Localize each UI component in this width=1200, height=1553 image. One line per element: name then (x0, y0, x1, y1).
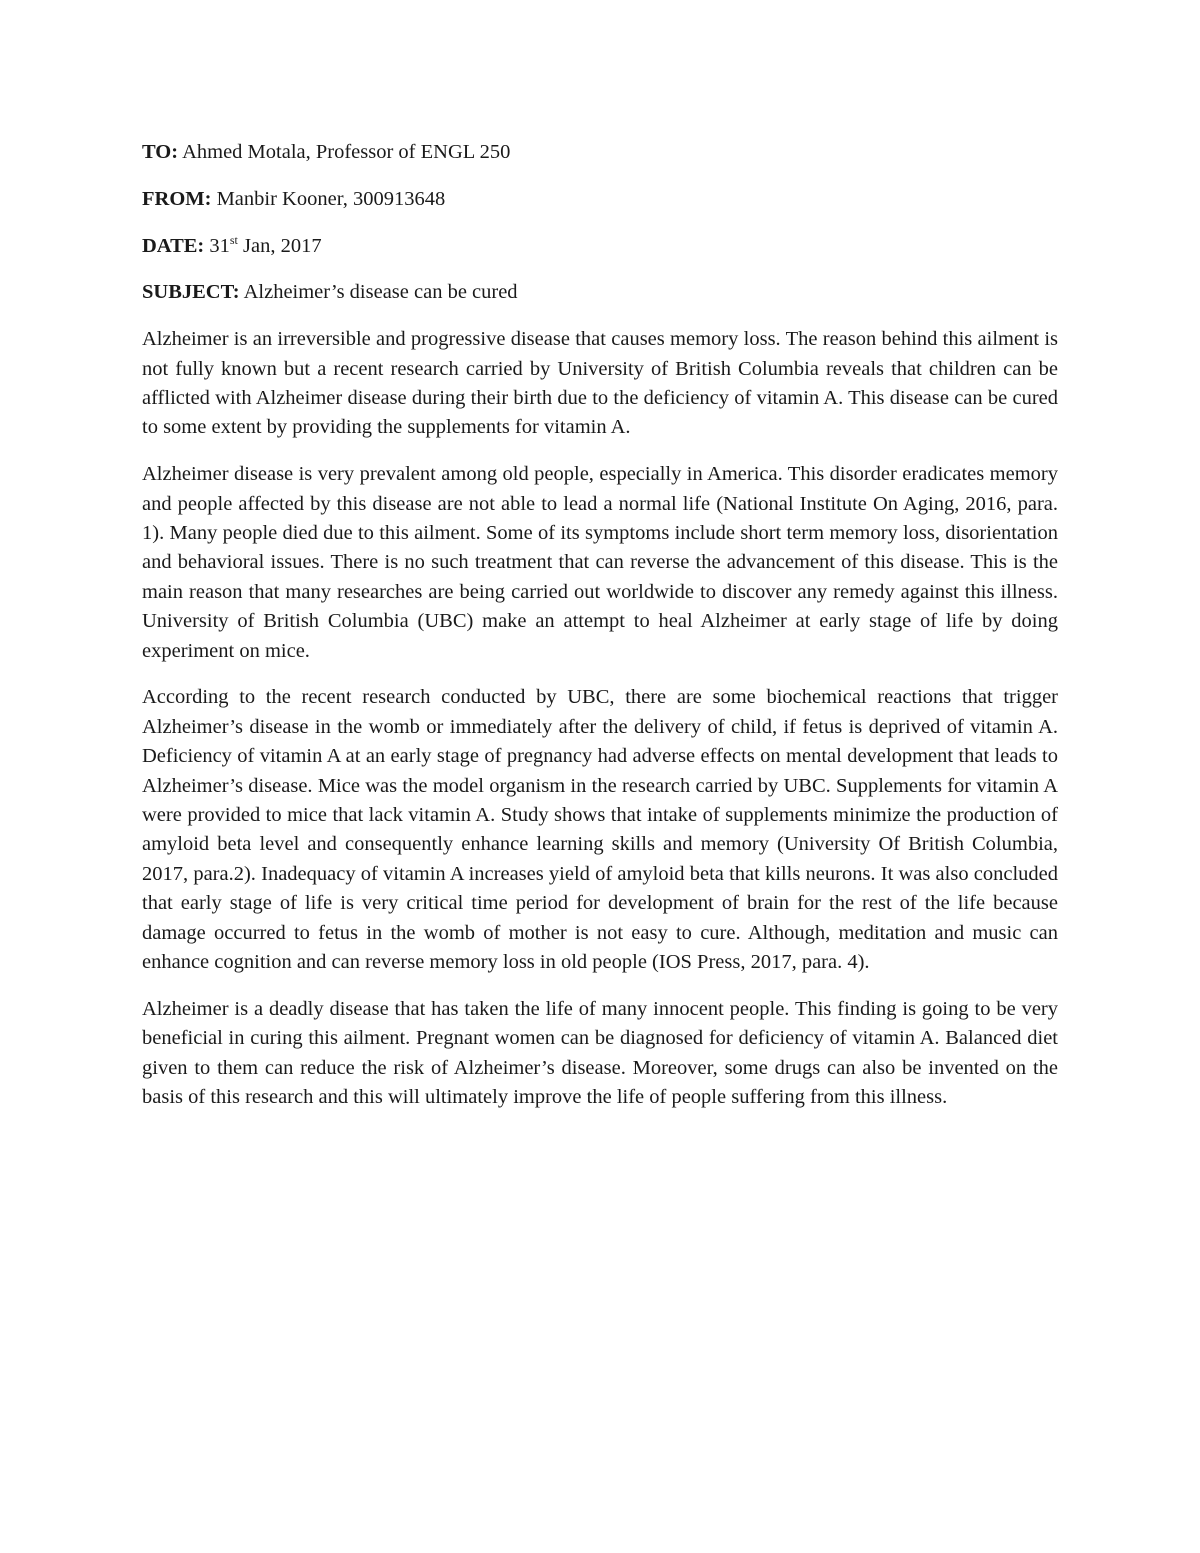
body-paragraph-1: Alzheimer is an irreversible and progressive disease that causes memory loss. The reason behind this ailment is not fully known but a recent research carried by University of British Columbia reveals that children can be afflicted with Alzheimer disease during their birth due to the deficiency of vitamin A. This disease can be cured to some extent by providing the supplements for vitamin A. (142, 328, 1058, 439)
memo-date-day: 31 (209, 234, 230, 257)
memo-to-label: TO: (142, 141, 179, 163)
memo-from-line (142, 185, 1058, 214)
memo-subject-line (142, 278, 1058, 307)
memo-subject-label: SUBJECT: (142, 281, 240, 304)
body-paragraph-4: Alzheimer is a deadly disease that has taken the life of many innocent people. This finding is going to be very beneficial in curing this ailment. Pregnant women can be diagnosed for deficiency of vitamin A. Balanced diet given to them can reduce the risk of Alzheimer’s disease. Moreover, some drugs can also be invented on the basis of this research and this will ultimately improve the life of people suffering from this illness. (142, 997, 1058, 1109)
memo-from-label: FROM: (142, 187, 212, 210)
memo-content (142, 138, 1058, 1130)
memo-subject-value: Alzheimer’s disease can be cured (243, 281, 518, 304)
memo-date-line (142, 232, 1058, 261)
body-paragraph-3: According to the recent research conducted by UBC, there are some biochemical reactions that trigger Alzheimer’s disease in the womb or immediately after the delivery of child, if fetus is deprived of vitamin A. Deficiency of vitamin A at an early stage of pregnancy had adverse effects on mental development that leads to Alzheimer’s disease. Mice was the model organism in the research carried by UBC. Supplements for vitamin A were provided to mice that lack vitamin A. Study shows that intake of supplements minimize the production of amyloid beta level and consequently enhance learning skills and memory (University Of British Columbia, 2017, para.2). Inadequacy of vitamin A increases yield of amyloid beta that kills neurons. It was also concluded that early stage of life is very critical time period for development of brain for the rest of the life because damage occurred to fetus in the womb of mother is not easy to cure. Although, meditation and music can enhance cognition and can reverse memory loss in old people (IOS Press, 2017, para. 4). (142, 686, 1058, 974)
memo-date-rest: Jan, 2017 (243, 234, 322, 257)
memo-date-suffix: st (229, 232, 238, 247)
memo-to-value: Ahmed Motala, Professor of ENGL 250 (182, 141, 511, 163)
memo-date-label: DATE: (142, 234, 205, 257)
memo-from-value: Manbir Kooner, 300913648 (216, 187, 446, 210)
memo-to-line (142, 138, 1058, 167)
body-paragraph-2: Alzheimer disease is very prevalent among old people, especially in America. This disorder eradicates memory and people affected by this disease are not able to lead a normal life (National Institute On Aging, 2016, para. 1). Many people died due to this ailment. Some of its symptoms include short term memory loss, disorientation and behavioral issues. There is no such treatment that can reverse the advancement of this disease. This is the main reason that many researches are being carried out worldwide to discover any remedy against this illness. University of British Columbia (UBC) make an attempt to heal Alzheimer at early stage of life by doing experiment on mice. (142, 463, 1058, 662)
